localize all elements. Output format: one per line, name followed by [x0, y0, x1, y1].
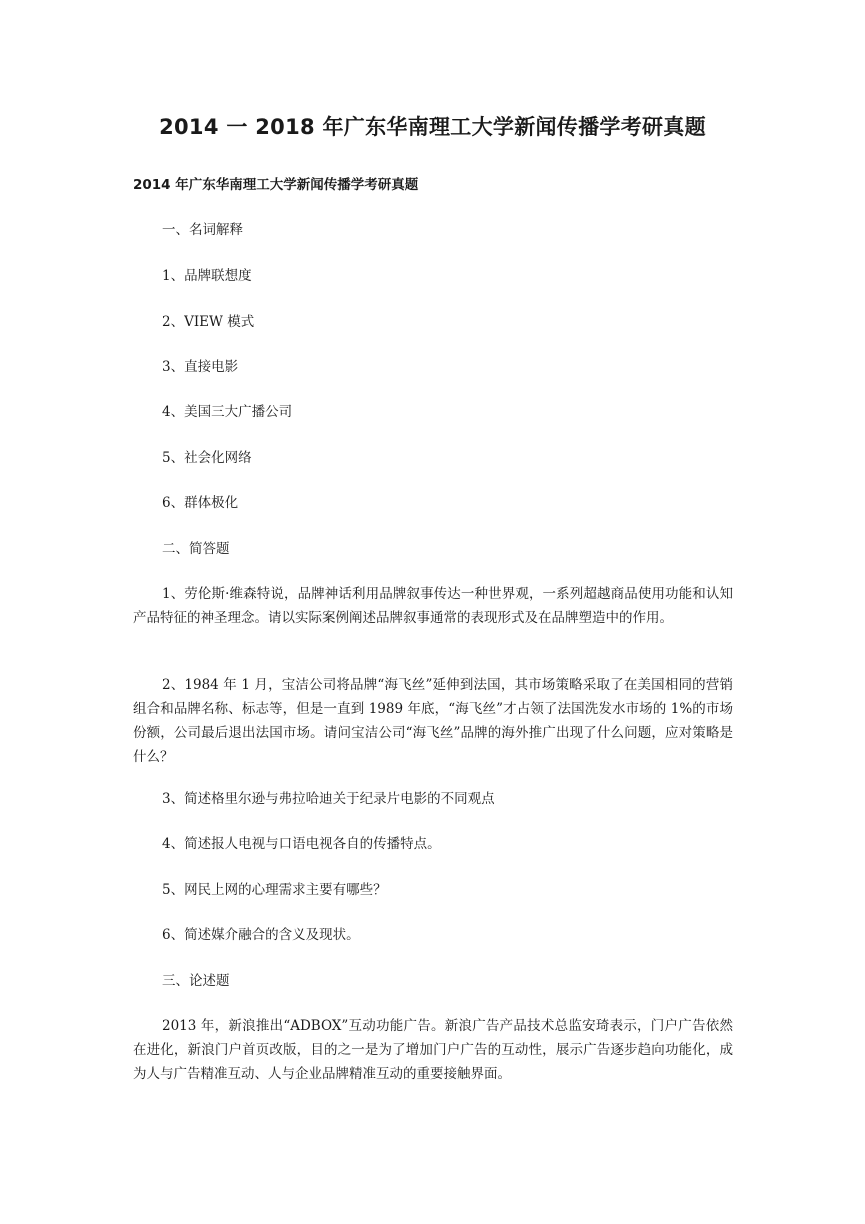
question-item: 4、简述报人电视与口语电视各自的传播特点。 — [162, 836, 441, 852]
term-item: 3、直接电影 — [162, 359, 239, 375]
section-heading-essay: 三、论述题 — [162, 973, 230, 989]
question-paragraph: 1、劳伦斯·维森特说，品牌神话利用品牌叙事传达一种世界观，一系列超越商品使用功能和认知产品特征的神圣理念。请以实际案例阐述品牌叙事通常的表现形式及在品牌塑造中的作用。 — [133, 586, 733, 626]
question-paragraph: 2、1984 年 1 月，宝洁公司将品牌“海飞丝”延伸到法国，其市场策略采取了在美国相同的营销组合和品牌名称、标志等，但是一直到 1989 年底，“海飞丝”才占领了法国洗发水市场的 1%的市场份额，公司最后退出法国市场。请问宝洁公司“海飞丝”品牌的海外推广出现了什么问题，应对策略是什么？ — [133, 677, 733, 765]
question-item: 6、简述媒介融合的含义及现状。 — [162, 927, 360, 943]
section-heading-terms: 一、名词解释 — [162, 222, 243, 238]
section-heading-short-answer: 二、简答题 — [162, 541, 230, 557]
term-item: 2、VIEW 模式 — [162, 314, 255, 330]
term-item: 1、品牌联想度 — [162, 268, 252, 284]
essay-paragraph: 2013 年，新浪推出“ADBOX”互动功能广告。新浪广告产品技术总监安琦表示，门户广告依然在进化，新浪门户首页改版，目的之一是为了增加门户广告的互动性，展示广告逐步趋向功能化，成为人与广告精准互动、人与企业品牌精准互动的重要接触界面。 — [133, 1018, 733, 1082]
question-item: 5、网民上网的心理需求主要有哪些？ — [162, 882, 387, 898]
document-title: 2014 一 2018 年广东华南理工大学新闻传播学考研真题 — [159, 115, 706, 139]
term-item: 5、社会化网络 — [162, 450, 252, 466]
term-item: 4、美国三大广播公司 — [162, 404, 293, 420]
term-item: 6、群体极化 — [162, 495, 239, 511]
exam-subtitle: 2014 年广东华南理工大学新闻传播学考研真题 — [133, 177, 419, 193]
question-item: 3、简述格里尔逊与弗拉哈迪关于纪录片电影的不同观点 — [162, 791, 495, 807]
